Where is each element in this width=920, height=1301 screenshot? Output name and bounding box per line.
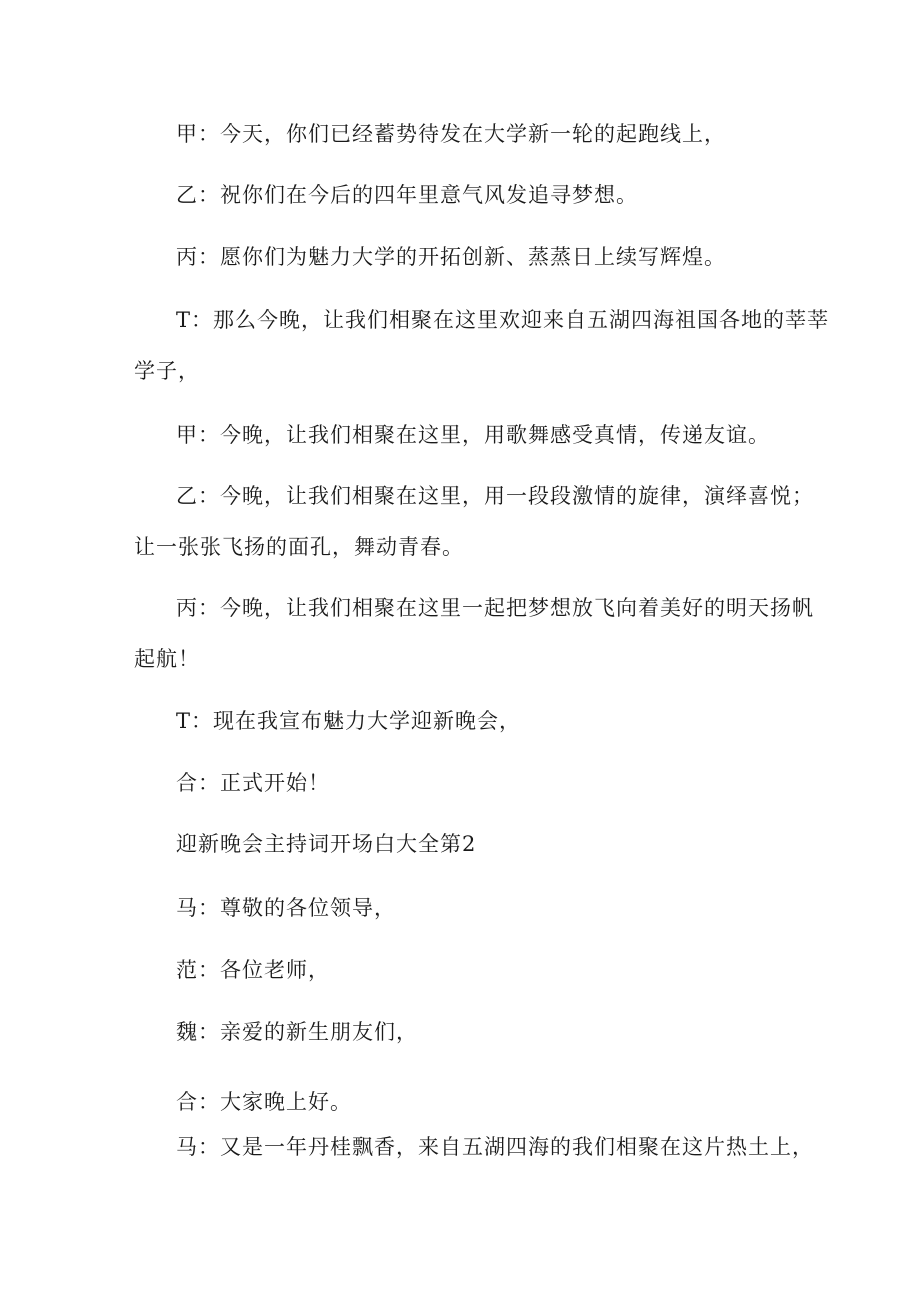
- dialogue-line-he-2: 合：大家晚上好。: [176, 1090, 352, 1114]
- dialogue-line-t-1: T：那么今晚，让我们相聚在这里欢迎来自五湖四海祖国各地的莘莘: [176, 308, 830, 332]
- dialogue-line-ma-1: 马：尊敬的各位领导，: [176, 896, 396, 920]
- dialogue-line-yi-1: 乙：祝你们在今后的四年里意气风发追寻梦想。: [176, 183, 638, 207]
- section-heading: 迎新晚会主持词开场白大全第2: [176, 832, 477, 856]
- dialogue-line-yi-2: 乙：今晚，让我们相聚在这里，用一段段激情的旋律，演绎喜悦；: [176, 484, 814, 508]
- dialogue-line-t-2: T：现在我宣布魅力大学迎新晚会，: [176, 709, 522, 733]
- dialogue-line-bing-2: 丙：今晚，让我们相聚在这里一起把梦想放飞向着美好的明天扬帆: [176, 596, 814, 620]
- dialogue-line-bing-1: 丙：愿你们为魅力大学的开拓创新、蒸蒸日上续写辉煌。: [176, 245, 726, 269]
- dialogue-line-jia-2: 甲：今晚，让我们相聚在这里，用歌舞感受真情，传递友谊。: [176, 423, 770, 447]
- dialogue-line-wei-1: 魏：亲爱的新生朋友们，: [176, 1020, 418, 1044]
- dialogue-line-ma-2: 马：又是一年丹桂飘香，来自五湖四海的我们相聚在这片热土上，: [176, 1135, 814, 1159]
- dialogue-line-yi-2-cont: 让一张张飞扬的面孔，舞动青春。: [134, 535, 464, 559]
- dialogue-line-he-1: 合：正式开始！: [176, 771, 330, 795]
- dialogue-line-fan-1: 范：各位老师，: [176, 958, 330, 982]
- dialogue-line-bing-2-cont: 起航！: [134, 647, 200, 671]
- dialogue-line-jia-1: 甲：今天，你们已经蓄势待发在大学新一轮的起跑线上，: [176, 122, 726, 146]
- dialogue-line-t-1-cont: 学子，: [134, 359, 200, 383]
